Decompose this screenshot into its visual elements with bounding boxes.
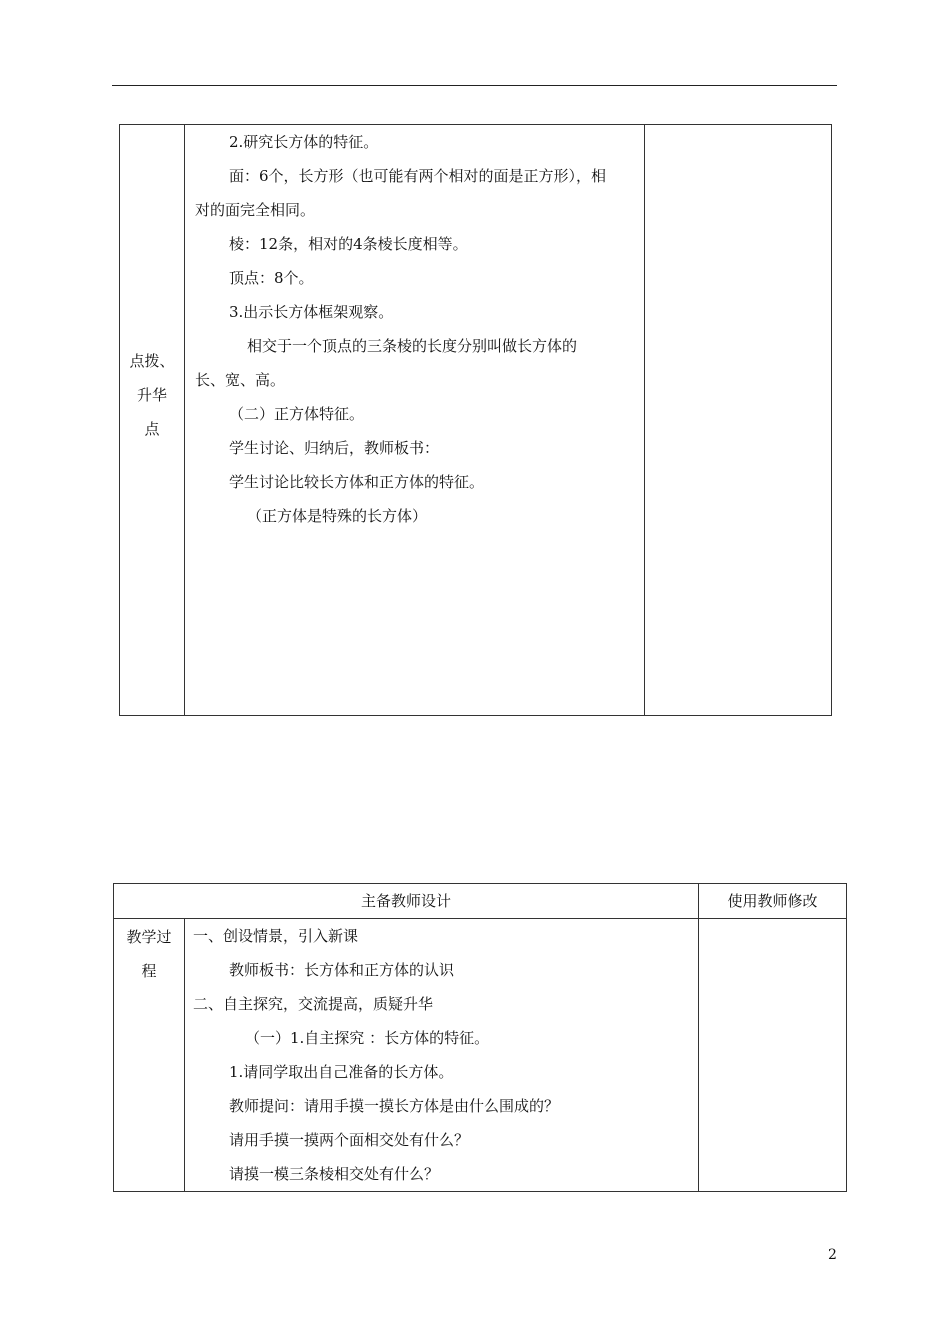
content-line: 3.出示长方体框架观察。 [229,303,394,321]
design-content-cell [185,919,699,1192]
content-line: 长、宽、高。 [195,371,286,389]
revision-cell [699,919,847,1192]
content-line: （一）1.自主探究 ：长方体的特征。 [245,1029,490,1047]
stage-label-cell [120,125,185,716]
content-line: 顶点：8个。 [229,269,314,287]
header-main-teacher-design: 主备教师设计 [114,884,699,919]
design-content-cell [185,125,645,716]
stage-label-line: 升华 [136,386,167,404]
content-line: （正方体是特殊的长方体） [247,507,428,525]
header-rule [112,85,837,86]
content-line: 教师提问：请用手摸一摸长方体是由什么围成的？ [229,1097,560,1115]
lesson-table-continued [119,124,832,716]
content-line: 请摸一模三条棱相交处有什么？ [229,1165,440,1183]
lesson-table [113,883,847,1192]
stage-label-line: 程 [141,962,157,980]
content-line: 学生讨论、归纳后，教师板书： [229,439,440,457]
content-line: 2.研究长方体的特征。 [229,133,379,151]
content-line: 棱：12条，相对的4条棱长度相等。 [229,235,468,253]
header-teacher-revision: 使用教师修改 [699,884,847,919]
stage-label-cell [114,919,185,1192]
revision-cell [645,125,832,716]
content-line: 请用手摸一摸两个面相交处有什么？ [229,1131,470,1149]
content-line: 对的面完全相同。 [195,201,316,219]
content-line: （二）正方体特征。 [229,405,365,423]
stage-label-line: 点拨、 [129,352,175,370]
content-line: 学生讨论比较长方体和正方体的特征。 [229,473,485,491]
content-line: 相交于一个顶点的三条棱的长度分别叫做长方体的 [247,337,578,355]
content-line: 二、自主探究，交流提高，质疑升华 [193,995,434,1013]
stage-label-line: 教学过 [126,928,172,946]
content-line: 一、创设情景，引入新课 [193,927,359,945]
stage-label-line: 点 [144,420,160,438]
content-line: 1.请同学取出自己准备的长方体。 [229,1063,454,1081]
content-line: 面：6个，长方形（也可能有两个相对的面是正方形），相 [229,167,607,185]
content-line: 教师板书：长方体和正方体的认识 [229,961,455,979]
page-number: 2 [828,1247,837,1263]
